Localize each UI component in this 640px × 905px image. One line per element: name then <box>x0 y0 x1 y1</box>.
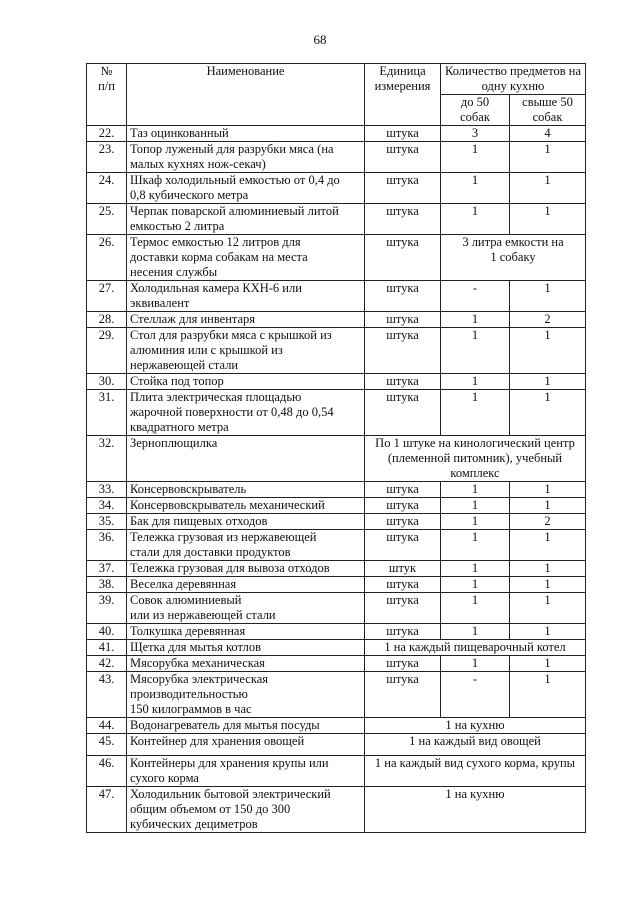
item-unit: штука <box>365 173 441 204</box>
table-row <box>87 390 586 436</box>
table-row <box>87 756 586 787</box>
item-name: Бак для пищевых отходов <box>127 514 365 530</box>
header-qty: Количество предметов на одну кухню <box>441 64 586 95</box>
item-name: Холодильник бытовой электрический общим объемом от 150 до 300 кубических дециметров <box>127 787 365 833</box>
table-header <box>87 64 586 126</box>
qty-up-to-50: 1 <box>441 312 510 328</box>
row-number: 29. <box>87 328 127 374</box>
item-quantity-note: 1 на каждый вид сухого корма, крупы <box>365 756 586 787</box>
qty-up-to-50: 1 <box>441 498 510 514</box>
header-num: № п/п <box>87 64 127 126</box>
item-unit: штука <box>365 530 441 561</box>
qty-up-to-50: 1 <box>441 204 510 235</box>
qty-over-50: 1 <box>510 204 586 235</box>
qty-up-to-50: 1 <box>441 656 510 672</box>
item-name: Веселка деревянная <box>127 577 365 593</box>
item-name: Черпак поварской алюминиевый литой емкостью 2 литра <box>127 204 365 235</box>
qty-over-50: 1 <box>510 656 586 672</box>
table-row <box>87 593 586 624</box>
row-number: 47. <box>87 787 127 833</box>
item-name: Таз оцинкованный <box>127 126 365 142</box>
table-row <box>87 561 586 577</box>
item-quantity-note: 1 на кухню <box>365 718 586 734</box>
qty-up-to-50: - <box>441 672 510 718</box>
item-name: Консервовскрыватель <box>127 482 365 498</box>
item-quantity-note: 1 на каждый вид овощей <box>365 734 586 756</box>
qty-over-50: 1 <box>510 328 586 374</box>
table-row <box>87 173 586 204</box>
row-number: 37. <box>87 561 127 577</box>
row-number: 30. <box>87 374 127 390</box>
item-name: Совок алюминиевый или из нержавеющей стали <box>127 593 365 624</box>
qty-up-to-50: 1 <box>441 482 510 498</box>
row-number: 31. <box>87 390 127 436</box>
qty-over-50: 1 <box>510 593 586 624</box>
qty-over-50: 1 <box>510 390 586 436</box>
item-unit: штука <box>365 312 441 328</box>
table-row <box>87 482 586 498</box>
row-number: 32. <box>87 436 127 482</box>
table-row <box>87 718 586 734</box>
item-unit: штука <box>365 142 441 173</box>
item-unit: штука <box>365 204 441 235</box>
table-row <box>87 126 586 142</box>
qty-up-to-50: 1 <box>441 390 510 436</box>
table-row <box>87 204 586 235</box>
row-number: 43. <box>87 672 127 718</box>
table-row <box>87 577 586 593</box>
table-row <box>87 328 586 374</box>
item-quantity-note: 1 на каждый пищеварочный котел <box>365 640 586 656</box>
row-number: 23. <box>87 142 127 173</box>
item-quantity-note: 3 литра емкости на 1 собаку <box>441 235 586 281</box>
table-row <box>87 787 586 833</box>
item-name: Водонагреватель для мытья посуды <box>127 718 365 734</box>
item-unit: штука <box>365 281 441 312</box>
row-number: 41. <box>87 640 127 656</box>
table-row <box>87 514 586 530</box>
item-name: Консервовскрыватель механический <box>127 498 365 514</box>
qty-over-50: 1 <box>510 577 586 593</box>
item-unit: штука <box>365 328 441 374</box>
table-row <box>87 436 586 482</box>
qty-over-50: 1 <box>510 672 586 718</box>
item-name: Щетка для мытья котлов <box>127 640 365 656</box>
table-row <box>87 530 586 561</box>
qty-over-50: 1 <box>510 173 586 204</box>
item-name: Топор луженый для разрубки мяса (на малых кухнях нож-секач) <box>127 142 365 173</box>
item-name: Мясорубка электрическая производительностью 150 килограммов в час <box>127 672 365 718</box>
item-name: Плита электрическая площадью жарочной поверхности от 0,48 до 0,54 квадратного метра <box>127 390 365 436</box>
table-row <box>87 235 586 281</box>
item-name: Шкаф холодильный емкостью от 0,4 до 0,8 кубического метра <box>127 173 365 204</box>
table-row <box>87 498 586 514</box>
table-body <box>87 126 586 833</box>
row-number: 22. <box>87 126 127 142</box>
item-name: Стойка под топор <box>127 374 365 390</box>
qty-over-50: 1 <box>510 624 586 640</box>
row-number: 35. <box>87 514 127 530</box>
table-row <box>87 374 586 390</box>
row-number: 28. <box>87 312 127 328</box>
qty-up-to-50: 1 <box>441 374 510 390</box>
row-number: 40. <box>87 624 127 640</box>
row-number: 44. <box>87 718 127 734</box>
header-up-to-50: до 50 собак <box>441 95 510 126</box>
item-name: Толкушка деревянная <box>127 624 365 640</box>
item-unit: штука <box>365 624 441 640</box>
qty-up-to-50: 1 <box>441 593 510 624</box>
qty-up-to-50: 1 <box>441 577 510 593</box>
item-quantity-note: 1 на кухню <box>365 787 586 833</box>
qty-up-to-50: 3 <box>441 126 510 142</box>
row-number: 33. <box>87 482 127 498</box>
qty-over-50: 1 <box>510 142 586 173</box>
item-unit: штук <box>365 561 441 577</box>
item-unit: штука <box>365 374 441 390</box>
item-name: Мясорубка механическая <box>127 656 365 672</box>
qty-over-50: 2 <box>510 312 586 328</box>
item-name: Зерноплющилка <box>127 436 365 482</box>
row-number: 39. <box>87 593 127 624</box>
item-name: Тележка грузовая для вывоза отходов <box>127 561 365 577</box>
equipment-table <box>86 63 586 833</box>
item-name: Контейнеры для хранения крупы или сухого корма <box>127 756 365 787</box>
table-row <box>87 624 586 640</box>
qty-over-50: 4 <box>510 126 586 142</box>
item-unit: штука <box>365 482 441 498</box>
table-row <box>87 312 586 328</box>
row-number: 25. <box>87 204 127 235</box>
item-unit: штука <box>365 235 441 281</box>
item-unit: штука <box>365 656 441 672</box>
item-quantity-note: По 1 штуке на кинологический центр (племенной питомник), учебный комплекс <box>365 436 586 482</box>
header-name: Наименование <box>127 64 365 126</box>
qty-up-to-50: 1 <box>441 514 510 530</box>
table-row <box>87 734 586 756</box>
item-unit: штука <box>365 390 441 436</box>
row-number: 34. <box>87 498 127 514</box>
table-row <box>87 672 586 718</box>
row-number: 46. <box>87 756 127 787</box>
row-number: 27. <box>87 281 127 312</box>
qty-over-50: 1 <box>510 561 586 577</box>
item-unit: штука <box>365 672 441 718</box>
row-number: 36. <box>87 530 127 561</box>
qty-up-to-50: 1 <box>441 328 510 374</box>
item-name: Холодильная камера КХН-6 или эквивалент <box>127 281 365 312</box>
item-name: Контейнер для хранения овощей <box>127 734 365 756</box>
table-row <box>87 640 586 656</box>
table-row <box>87 656 586 672</box>
qty-up-to-50: 1 <box>441 561 510 577</box>
header-over-50: свыше 50 собак <box>510 95 586 126</box>
table-row <box>87 142 586 173</box>
qty-up-to-50: 1 <box>441 142 510 173</box>
row-number: 24. <box>87 173 127 204</box>
table-row <box>87 281 586 312</box>
row-number: 26. <box>87 235 127 281</box>
qty-over-50: 1 <box>510 281 586 312</box>
header-unit: Единица измерения <box>365 64 441 126</box>
item-unit: штука <box>365 514 441 530</box>
row-number: 42. <box>87 656 127 672</box>
qty-up-to-50: 1 <box>441 530 510 561</box>
qty-over-50: 1 <box>510 482 586 498</box>
item-unit: штука <box>365 593 441 624</box>
qty-up-to-50: 1 <box>441 624 510 640</box>
item-name: Стол для разрубки мяса с крышкой из алюминия или с крышкой из нержавеющей стали <box>127 328 365 374</box>
qty-over-50: 1 <box>510 530 586 561</box>
qty-over-50: 1 <box>510 374 586 390</box>
item-name: Термос емкостью 12 литров для доставки корма собакам на места несения службы <box>127 235 365 281</box>
item-unit: штука <box>365 126 441 142</box>
item-name: Тележка грузовая из нержавеющей стали для доставки продуктов <box>127 530 365 561</box>
qty-up-to-50: - <box>441 281 510 312</box>
qty-up-to-50: 1 <box>441 173 510 204</box>
row-number: 45. <box>87 734 127 756</box>
item-name: Стеллаж для инвентаря <box>127 312 365 328</box>
qty-over-50: 2 <box>510 514 586 530</box>
item-unit: штука <box>365 577 441 593</box>
item-unit: штука <box>365 498 441 514</box>
row-number: 38. <box>87 577 127 593</box>
qty-over-50: 1 <box>510 498 586 514</box>
page-number: 68 <box>313 32 327 47</box>
